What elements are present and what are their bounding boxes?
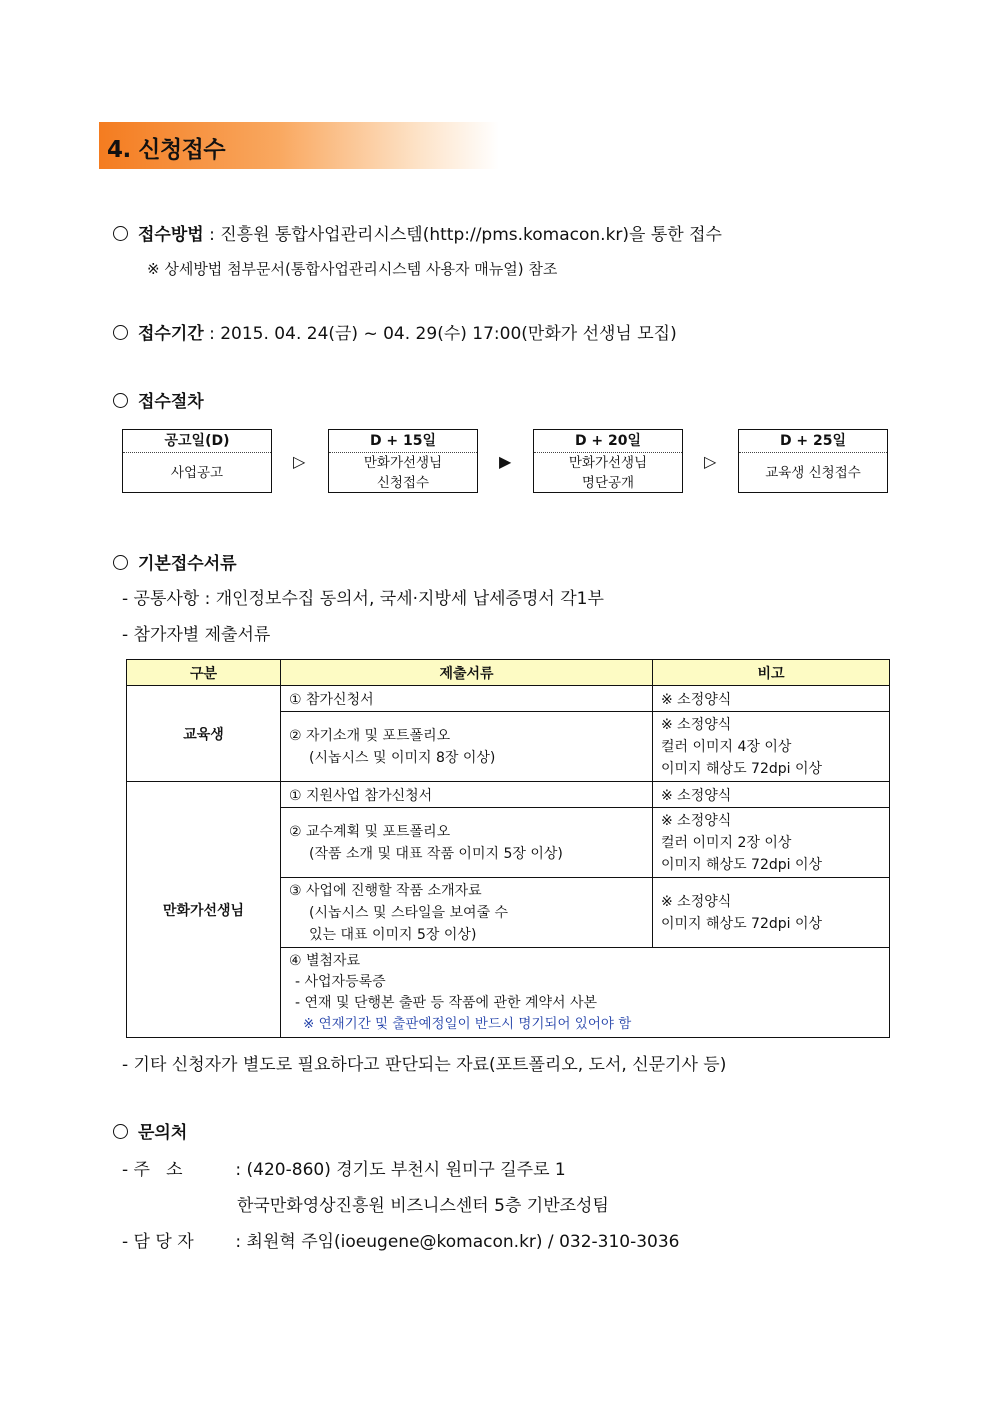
- person-text: : 최원혁 주임(ioeugene@komacon.kr) / 032-310-3036: [230, 1232, 680, 1252]
- note-cell: [653, 878, 890, 948]
- category-cell: 만화가선생님: [127, 782, 281, 1038]
- table-header: 제출서류: [281, 660, 653, 686]
- doc-cell: [281, 808, 653, 878]
- address-line2: 한국만화영상진흥원 비즈니스센터 5층 기반조성팀: [237, 1196, 609, 1216]
- arrow-right-filled-icon: ▶: [499, 452, 512, 471]
- step-text: 교육생 신청접수: [765, 465, 861, 481]
- method-line: [113, 220, 722, 245]
- period-label: 접수기간: [138, 324, 204, 344]
- procedure-line: [113, 387, 204, 412]
- doc-cell: [281, 948, 890, 1038]
- step-text: 만화가선생님: [568, 455, 648, 471]
- person-label: - 담 당 자: [122, 1232, 194, 1252]
- period-line: [113, 319, 677, 344]
- method-label: 접수방법: [138, 225, 204, 245]
- procedure-step: [533, 429, 683, 493]
- table-header: 구분: [127, 660, 281, 686]
- note-line: 컬러 이미지 2장 이상: [661, 834, 792, 851]
- note-cell: ※ 소정양식: [653, 686, 890, 712]
- doc-cell: ① 지원사업 참가신청서: [281, 782, 653, 808]
- documents-table: [126, 659, 890, 1038]
- step-header: 공고일(D): [123, 430, 271, 453]
- contact-label: 문의처: [138, 1123, 188, 1143]
- doc-line: ③ 사업에 진행할 작품 소개자료: [289, 882, 482, 899]
- section-title: 4. 신청접수: [107, 137, 226, 163]
- circle-bullet-icon: [113, 1124, 128, 1139]
- doc-line: - 사업자등록증: [295, 973, 386, 990]
- note-cell: ※ 소정양식: [653, 782, 890, 808]
- note-cell: [653, 712, 890, 782]
- documents-line: [113, 549, 237, 574]
- doc-line: (시놉시스 및 스타일을 보여줄 수: [309, 904, 509, 921]
- method-text: : 진흥원 통합사업관리시스템(http://pms.komacon.kr)을 통한 접수: [203, 225, 722, 245]
- step-header: D + 20일: [534, 430, 682, 453]
- doc-cell: [281, 712, 653, 782]
- step-text: 신청접수: [376, 475, 430, 491]
- note-line: 이미지 해상도 72dpi 이상: [661, 760, 823, 777]
- method-note: ※ 상세방법 첨부문서(통합사업관리시스템 사용자 매뉴얼) 참조: [147, 260, 558, 278]
- documents-common: - 공통사항 : 개인정보수집 동의서, 국세·지방세 납세증명서 각1부: [122, 589, 604, 609]
- table-row: [127, 686, 890, 712]
- period-text: : 2015. 04. 24(금) ~ 04. 29(수) 17:00(만화가 선생님 모집): [203, 324, 677, 344]
- circle-bullet-icon: [113, 325, 128, 340]
- doc-line: ④ 별첨자료: [289, 952, 361, 969]
- category-cell: 교육생: [127, 686, 281, 782]
- arrow-right-outline-icon: ▷: [293, 452, 306, 471]
- note-line: 이미지 해상도 72dpi 이상: [661, 915, 823, 932]
- circle-bullet-icon: [113, 393, 128, 408]
- procedure-label: 접수절차: [138, 392, 204, 412]
- note-line: ※ 소정양식: [661, 716, 732, 733]
- table-header: 비고: [653, 660, 890, 686]
- address-line1: : (420-860) 경기도 부천시 원미구 길주로 1: [230, 1160, 566, 1180]
- step-header: D + 15일: [329, 430, 477, 453]
- procedure-step: [122, 429, 272, 493]
- circle-bullet-icon: [113, 555, 128, 570]
- note-line: ※ 소정양식: [661, 893, 732, 910]
- circle-bullet-icon: [113, 226, 128, 241]
- table-row: [127, 782, 890, 808]
- address-label: - 주 소: [122, 1160, 183, 1180]
- doc-line: (작품 소개 및 대표 작품 이미지 5장 이상): [309, 845, 563, 862]
- documents-label: 기본접수서류: [138, 554, 237, 574]
- contact-address-row: [122, 1155, 566, 1180]
- step-text: 사업공고: [170, 465, 224, 481]
- procedure-step: [738, 429, 888, 493]
- note-cell: [653, 808, 890, 878]
- doc-line: 있는 대표 이미지 5장 이상): [309, 926, 477, 943]
- step-text: 명단공개: [581, 475, 635, 491]
- note-line: 컬러 이미지 4장 이상: [661, 738, 792, 755]
- contact-line: [113, 1118, 187, 1143]
- doc-line: (시놉시스 및 이미지 8장 이상): [309, 749, 496, 766]
- doc-note-line: ※ 연재기간 및 출판예정일이 반드시 명기되어 있어야 함: [303, 1015, 632, 1032]
- doc-cell: [281, 878, 653, 948]
- note-line: 이미지 해상도 72dpi 이상: [661, 856, 823, 873]
- arrow-right-outline-icon: ▷: [704, 452, 717, 471]
- procedure-step: [328, 429, 478, 493]
- step-text: 만화가선생님: [363, 455, 443, 471]
- table-header-row: [127, 660, 890, 686]
- doc-line: - 연재 및 단행본 출판 등 작품에 관한 계약서 사본: [295, 994, 598, 1011]
- documents-by-participant: - 참가자별 제출서류: [122, 625, 271, 645]
- doc-cell: ① 참가신청서: [281, 686, 653, 712]
- step-header: D + 25일: [739, 430, 887, 453]
- documents-other: - 기타 신청자가 별도로 필요하다고 판단되는 자료(포트폴리오, 도서, 신문기사 등): [122, 1055, 727, 1075]
- note-line: ※ 소정양식: [661, 812, 732, 829]
- doc-line: ② 교수계획 및 포트폴리오: [289, 823, 451, 840]
- contact-person-row: [122, 1227, 680, 1252]
- doc-line: ② 자기소개 및 포트폴리오: [289, 727, 451, 744]
